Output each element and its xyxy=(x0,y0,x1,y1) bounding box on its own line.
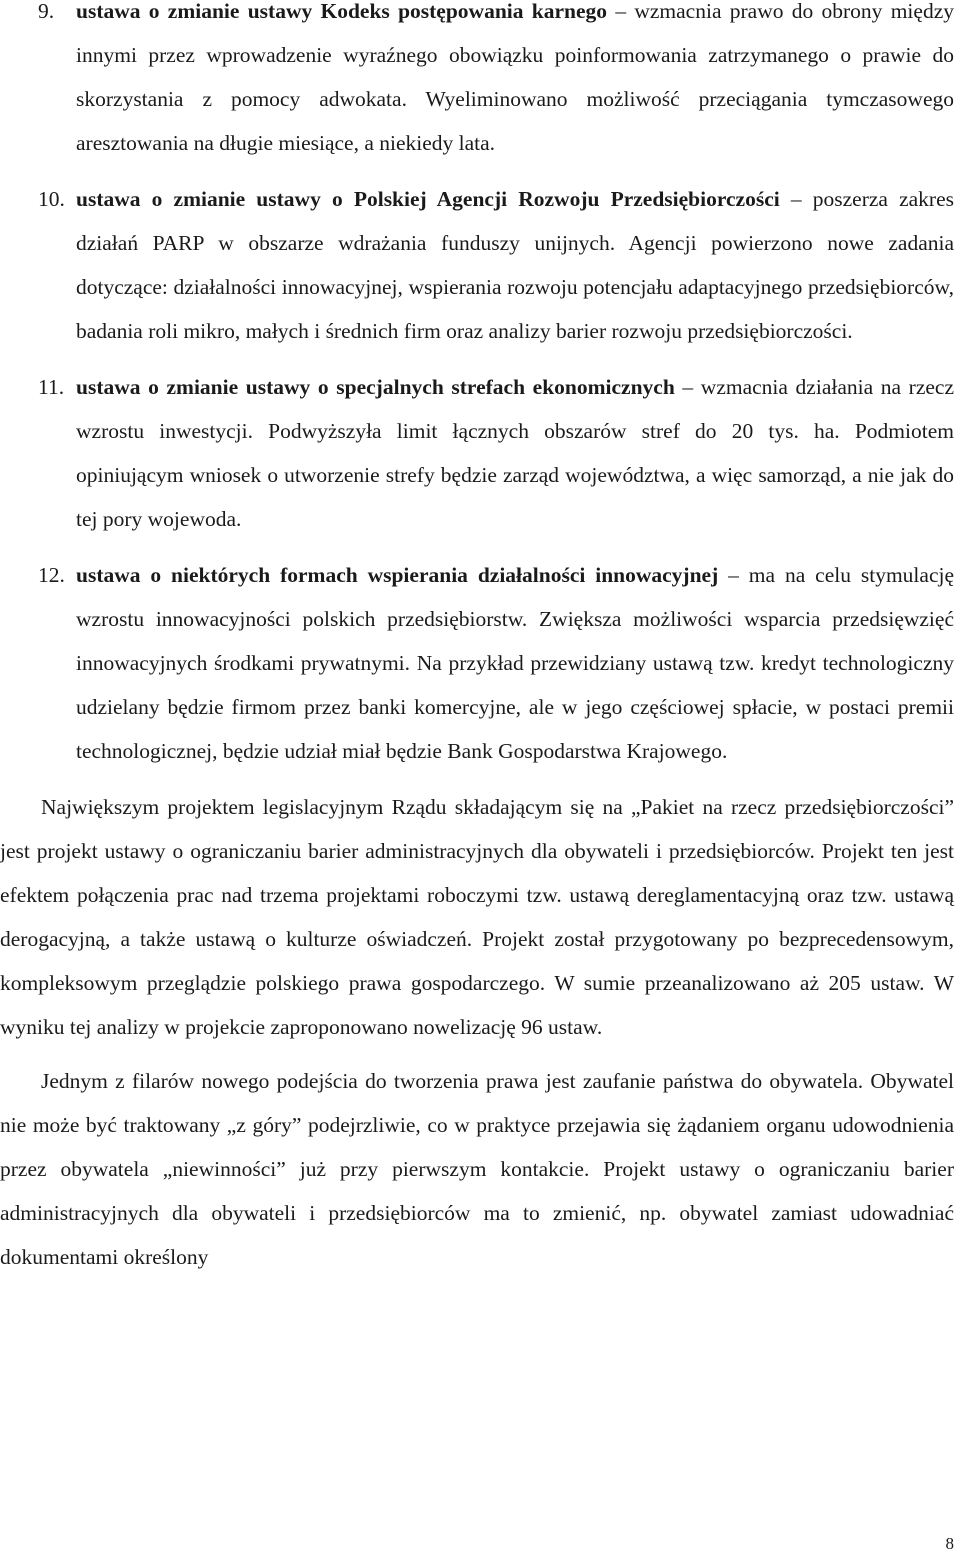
list-item xyxy=(0,365,960,541)
act-title: ustawa o niektórych formach wspierania działalności innowacyjnej xyxy=(76,563,719,587)
body-paragraph: Jednym z filarów nowego podejścia do tworzenia prawa jest zaufanie państwa do obywatela. Obywatel nie może być traktowany „z góry” podejrzliwie, co w praktyce przejawia się żądaniem organu udowodnienia przez obywatela „niewinności” już przy pierwszym kontakcie. Projekt ustawy o ograniczaniu barier administracyjnych dla obywateli i przedsiębiorców ma to zmienić, np. obywatel zamiast udowadniać dokumentami określony xyxy=(0,1069,954,1269)
act-description: – poszerza zakres działań PARP w obszarze wdrażania funduszy unijnych. Agencji powierzono nowe zadania dotyczące: działalności innowacyjnej, wspierania rozwoju potencjału adaptacyjnego przedsiębiorców, badania roli mikro, małych i średnich firm oraz analizy barier rozwoju przedsiębiorczości. xyxy=(76,187,954,343)
body-paragraph: Największym projektem legislacyjnym Rządu składającym się na „Pakiet na rzecz przedsiębiorczości” jest projekt ustawy o ograniczaniu barier administracyjnych dla obywateli i przedsiębiorców. Projekt ten jest efektem połączenia prac nad trzema projektami roboczymi tzw. ustawą dereglamentacyjną oraz tzw. ustawą derogacyjną, a także ustawą o kulturze oświadczeń. Projekt został przygotowany po bezprecedensowym, kompleksowym przeglądzie polskiego prawa gospodarczego. W sumie przeanalizowano aż 205 ustaw. W wyniku tej analizy w projekcie zaproponowano nowelizację 96 ustaw. xyxy=(0,795,954,1039)
list-item xyxy=(0,0,960,165)
list-item xyxy=(0,553,960,773)
act-description: – wzmacnia prawo do obrony między innymi przez wprowadzenie wyraźnego obowiązku poinformowania zatrzymanego o prawie do skorzystania z pomocy adwokata. Wyeliminowano możliwość przeciągania tymczasowego aresztowania na długie miesiące, a niekiedy lata. xyxy=(76,0,954,155)
item-number: 10. xyxy=(38,187,65,211)
item-number: 11. xyxy=(38,375,65,399)
item-number: 12. xyxy=(38,563,65,587)
act-title: ustawa o zmianie ustawy o specjalnych strefach ekonomicznych xyxy=(76,375,675,399)
act-title: ustawa o zmianie ustawy o Polskiej Agencji Rozwoju Przedsiębiorczości xyxy=(76,187,780,211)
page-number: 8 xyxy=(945,1534,954,1553)
act-description: – wzmacnia działania na rzecz wzrostu inwestycji. Podwyższyła limit łącznych obszarów stref do 20 tys. ha. Podmiotem opiniującym wniosek o utworzenie strefy będzie zarząd województwa, a więc samorząd, a nie jak do tej pory wojewoda. xyxy=(76,375,955,531)
act-description: – ma na celu stymulację wzrostu innowacyjności polskich przedsiębiorstw. Zwiększa możliwości wsparcia przedsięwzięć innowacyjnych środkami prywatnymi. Na przykład przewidziany ustawą tzw. kredyt technologiczny udzielany będzie firmom przez banki komercyjne, ale w jego częściowej spłacie, w postaci premii technologicznej, będzie udział miał będzie Bank Gospodarstwa Krajowego. xyxy=(76,563,954,763)
list-item xyxy=(0,177,960,353)
legislation-list xyxy=(0,0,960,773)
act-title: ustawa o zmianie ustawy Kodeks postępowania karnego xyxy=(76,0,608,23)
item-number: 9. xyxy=(38,0,55,23)
